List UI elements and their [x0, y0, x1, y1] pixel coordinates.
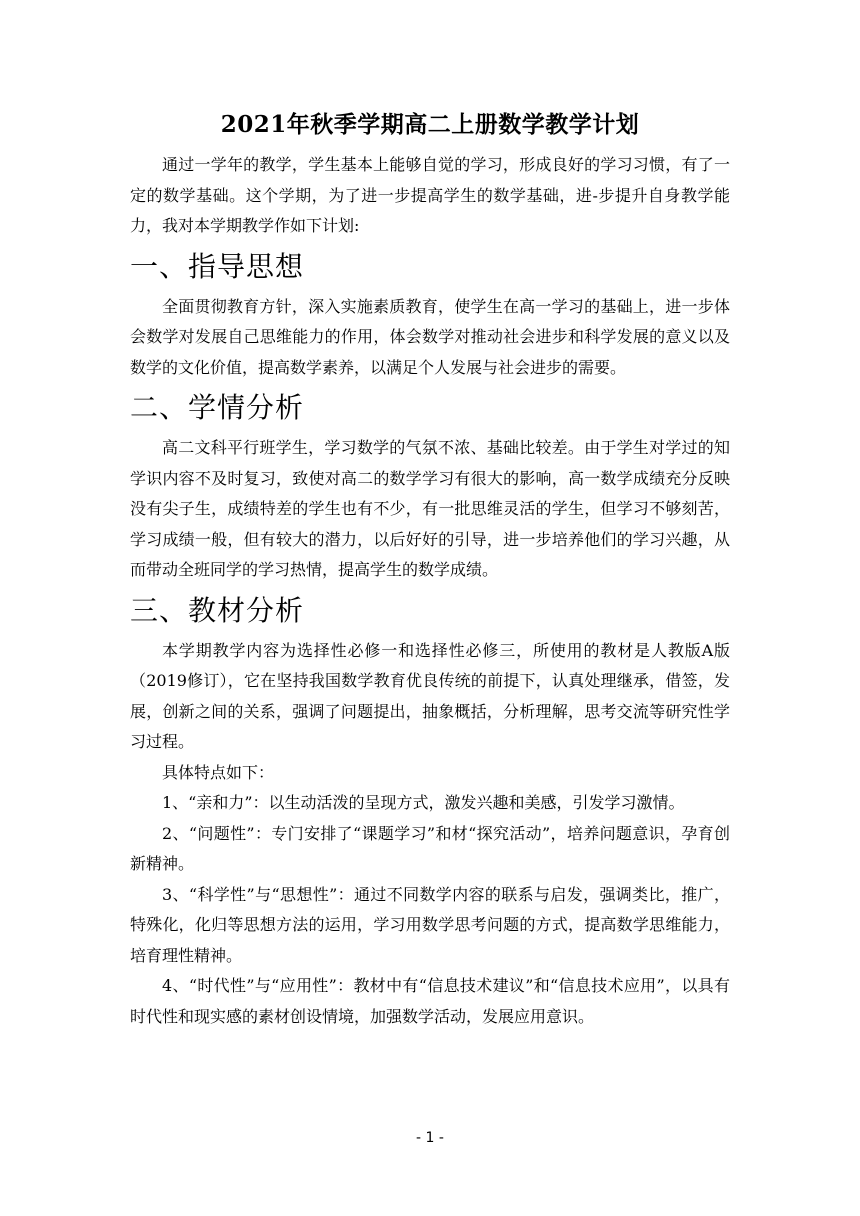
feature-item-4: 4、“时代性”与“应用性”：教材中有“信息技术建议”和“信息技术应用”，以具有时代性和现实感的素材创设情境，加强数学活动，发展应用意识。	[130, 976, 730, 1026]
intro-paragraph: 通过一学年的教学，学生基本上能够自觉的学习，形成良好的学习习惯，有了一定的数学基础。这个学期，为了进一步提高学生的数学基础，进-步提升自身教学能力，我对本学期教学作如下计划:	[130, 155, 730, 235]
textbook-analysis-paragraph: 本学期教学内容为选择性必修一和选择性必修三，所使用的教材是人教版A版（2019修订），它在坚持我国数学教育优良传统的前提下，认真处理继承，借签，发展，创新之间的关系，强调了问题提出，抽象概括，分析理解，思考交流等研究性学习过程。	[130, 640, 730, 751]
features-intro-paragraph: 具体特点如下：	[162, 762, 275, 782]
section-heading-textbook-analysis: 三、教材分析	[130, 593, 305, 627]
guiding-ideology-paragraph: 全面贯彻教育方针，深入实施素质教育，使学生在高一学习的基础上，进一步体会数学对发展自己思维能力的作用，体会数学对推动社会进步和科学发展的意义以及数学的文化价值，提高数学素养，以满足个人发展与社会进步的需要。	[130, 296, 730, 377]
page-number: - 1 -	[416, 1130, 444, 1146]
feature-item-2: 2、“问题性”：专门安排了“课题学习”和材“探究活动”，培养问题意识，孕育创新精神。	[130, 823, 730, 873]
section-heading-student-analysis: 二、学情分析	[130, 391, 305, 424]
section-heading-guiding-ideology: 一、指导思想	[130, 249, 305, 283]
feature-item-1: 1、“亲和力”：以生动活泼的呈现方式，激发兴趣和美感，引发学习激情。	[162, 793, 685, 812]
student-analysis-paragraph: 高二文科平行班学生，学习数学的气氛不浓、基础比较差。由于学生对学过的知学识内容不及时复习，致使对高二的数学学习有很大的影响，高一数学成绩充分反映没有尖子生，成绩特差的学生也有不少，有一批思维灵活的学生，但学习不够刻苦，学习成绩一般，但有较大的潜力，以后好好的引导，进一步培养他们的学习兴趣，从而带动全班同学的学习热情，提高学生的数学成绩。	[130, 438, 730, 579]
document-title: 2021年秋季学期高二上册数学教学计划	[220, 111, 640, 138]
document-page	[130, 108, 730, 1032]
feature-item-3: 3、“科学性”与“思想性”：通过不同数学内容的联系与启发，强调类比，推广，特殊化，化归等思想方法的运用，学习用数学思考问题的方式，提高数学思维能力，培育理性精神。	[130, 884, 730, 965]
